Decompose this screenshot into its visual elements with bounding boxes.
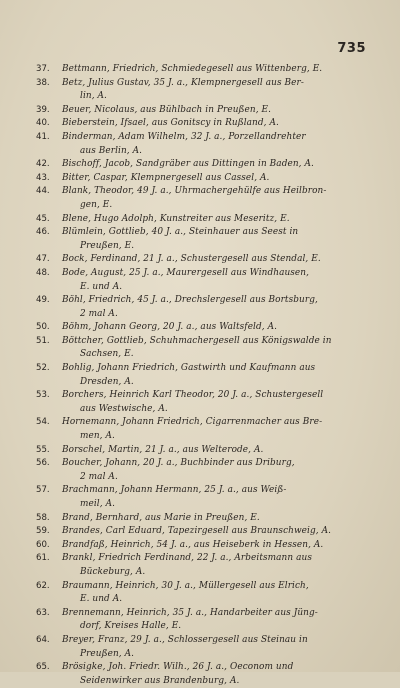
entry-text [62,158,368,172]
entry-continuation-line: dorf, Kreises Halle, E. [80,621,182,632]
entry-text [62,362,368,389]
list-item [36,172,368,186]
entry-continuation-line: Sachsen, E. [80,349,134,360]
entry-line: Bode, August, 25 J. a., Maurergesell aus Windhausen, [62,267,310,278]
list-item [36,634,368,661]
entry-text [62,580,368,607]
list-item [36,158,368,172]
entry-continuation-line: 2 mal A. [80,308,118,319]
entry-line: Brandes, Carl Eduard, Tapezirgesell aus Braunschweig, A. [62,526,332,537]
entry-text [62,512,368,526]
list-item [36,362,368,389]
entry-line: Brand, Bernhard, aus Marie in Preußen, E. [62,512,260,523]
entry-number: 43. [36,172,50,183]
entry-text [62,63,368,77]
entry-line: Böhm, Johann Georg, 20 J. a., aus Waltsfeld, A. [62,322,278,333]
entry-continuation-line: Dresden, A. [80,376,134,387]
list-item [36,444,368,458]
entry-line: Braumann, Heinrich, 30 J. a., Müllergesell aus Elrich, [62,580,309,591]
entry-line: Binderman, Adam Wilhelm, 32 J. a., Porzellandrehter [62,131,306,142]
entry-number: 53. [36,390,50,401]
entry-line: Blümlein, Gottlieb, 40 J. a., Steinhauer aus Seest in [62,227,299,238]
entry-text [62,226,368,253]
entry-line: Borchers, Heinrich Karl Theodor, 20 J. a., Schustergesell [62,390,324,401]
entry-continuation-line: lin, A. [80,91,107,102]
entry-continuation-line: Preußen, E. [80,240,135,251]
entry-number: 55. [36,444,50,455]
entry-continuation-line: men, A. [80,431,115,442]
entry-number: 65. [36,662,50,673]
list-item [36,117,368,131]
list-item [36,63,368,77]
entry-text [62,294,368,321]
entry-text [62,77,368,104]
entry-line: Bohlig, Johann Friedrich, Gastwirth und Kaufmann aus [62,363,316,374]
list-item [36,525,368,539]
entry-text [62,389,368,416]
entry-line: Boucher, Johann, 20 J. a., Buchbinder aus Driburg, [62,458,295,469]
entry-line: Blank, Theodor, 49 J. a., Uhrmachergehülfe aus Heilbron- [62,186,327,197]
list-item [36,131,368,158]
list-item [36,253,368,267]
entry-list [36,63,368,688]
entry-number: 44. [36,186,50,197]
list-item [36,213,368,227]
list-item [36,607,368,634]
entry-number: 58. [36,512,50,523]
list-item [36,335,368,362]
entry-number: 47. [36,254,50,265]
list-item [36,457,368,484]
list-item [36,185,368,212]
page-number: 735 [337,41,366,56]
entry-continuation-line: Preußen, A. [80,648,135,659]
entry-number: 39. [36,104,50,115]
list-item [36,580,368,607]
entry-line: Borschel, Martin, 21 J. a., aus Welterode, A. [62,444,264,455]
entry-number: 37. [36,64,50,74]
entry-text [62,444,368,458]
entry-text [62,525,368,539]
entry-line: Blene, Hugo Adolph, Kunstreiter aus Meseritz, E. [62,213,290,224]
list-item [36,294,368,321]
entry-number: 51. [36,335,50,346]
entry-continuation-line: meil, A. [80,499,116,509]
entry-number: 48. [36,267,50,278]
entry-text [62,172,368,186]
entry-line: Breyer, Franz, 29 J. a., Schlossergesell aus Steinau in [62,634,308,645]
entry-continuation-line: 2 mal A. [80,471,118,482]
entry-line: Bieberstein, Ifsael, aus Gonitscy in Rußland, A. [62,118,279,129]
entry-text [62,661,368,688]
entry-continuation-line: Bückeburg, A. [80,566,146,577]
entry-continuation-line: gen, E. [80,199,113,210]
list-item [36,484,368,511]
entry-number: 63. [36,607,50,618]
entry-line: Brandfaß, Heinrich, 54 J. a., aus Heiseberk in Hessen, A. [62,539,324,550]
entry-text [62,539,368,553]
entry-line: Bischoff, Jacob, Sandgräber aus Dittingen in Baden, A. [62,159,314,170]
entry-number: 50. [36,322,50,333]
entry-text [62,104,368,118]
entry-text [62,484,368,511]
entry-text [62,321,368,335]
list-item [36,416,368,443]
list-item [36,321,368,335]
list-item [36,267,368,294]
entry-line: Bitter, Caspar, Klempnergesell aus Cassel, A. [62,172,270,183]
entry-continuation-line: aus Westwische, A. [80,403,168,414]
list-item [36,389,368,416]
entry-line: Böttcher, Gottlieb, Schuhmachergesell aus Königswalde in [62,335,332,346]
entry-text [62,117,368,131]
entry-text [62,267,368,294]
entry-line: Bettmann, Friedrich, Schmiedegesell aus Wittenberg, E. [62,64,323,74]
entry-text [62,607,368,634]
entry-number: 42. [36,159,50,170]
entry-text [62,634,368,661]
entry-number: 59. [36,526,50,537]
entry-text [62,552,368,579]
entry-line: Böhl, Friedrich, 45 J. a., Drechslergesell aus Bortsburg, [62,295,318,306]
entry-continuation-line: E. und A. [80,594,123,605]
entry-number: 61. [36,553,50,564]
entry-line: Bock, Ferdinand, 21 J. a., Schustergesell aus Stendal, E. [62,254,321,265]
entry-line: Brösigke, Joh. Friedr. Wilh., 26 J. a., Oeconom und [62,662,294,673]
entry-number: 56. [36,458,50,469]
entry-number: 38. [36,77,50,88]
entry-number: 57. [36,485,50,496]
entry-line: Brennemann, Heinrich, 35 J. a., Handarbeiter aus Jüng- [62,607,318,618]
list-item [36,104,368,118]
entry-text [62,335,368,362]
entry-number: 45. [36,213,50,224]
entry-line: Brankl, Friedrich Ferdinand, 22 J. a., Arbeitsmann aus [62,553,312,564]
entry-number: 62. [36,580,50,591]
entry-number: 46. [36,227,50,238]
entry-continuation-line: E. und A. [80,281,123,292]
list-item [36,539,368,553]
entry-line: Hornemann, Johann Friedrich, Cigarrenmacher aus Bre- [62,417,323,428]
entry-number: 52. [36,363,50,374]
list-item [36,77,368,104]
entry-number: 49. [36,295,50,306]
entry-continuation-line: Seidenwirker aus Brandenburg, A. [80,675,240,686]
entry-number: 60. [36,539,50,550]
entry-text [62,131,368,158]
entry-line: Beuer, Nicolaus, aus Bühlbach in Preußen, E. [62,104,272,115]
list-item [36,512,368,526]
entry-text [62,416,368,443]
entry-text [62,253,368,267]
entry-text [62,185,368,212]
entry-number: 40. [36,118,50,129]
entry-line: Betz, Julius Gustav, 35 J. a., Klempnergesell aus Ber- [62,77,304,88]
entry-number: 54. [36,417,50,428]
entry-number: 64. [36,634,50,645]
entry-number: 41. [36,131,50,142]
list-item [36,226,368,253]
list-item [36,661,368,688]
entry-text [62,457,368,484]
entry-text [62,213,368,227]
entry-line: Brachmann, Johann Hermann, 25 J. a., aus Weiß- [62,485,287,496]
list-item [36,552,368,579]
entry-continuation-line: aus Berlin, A. [80,145,143,156]
